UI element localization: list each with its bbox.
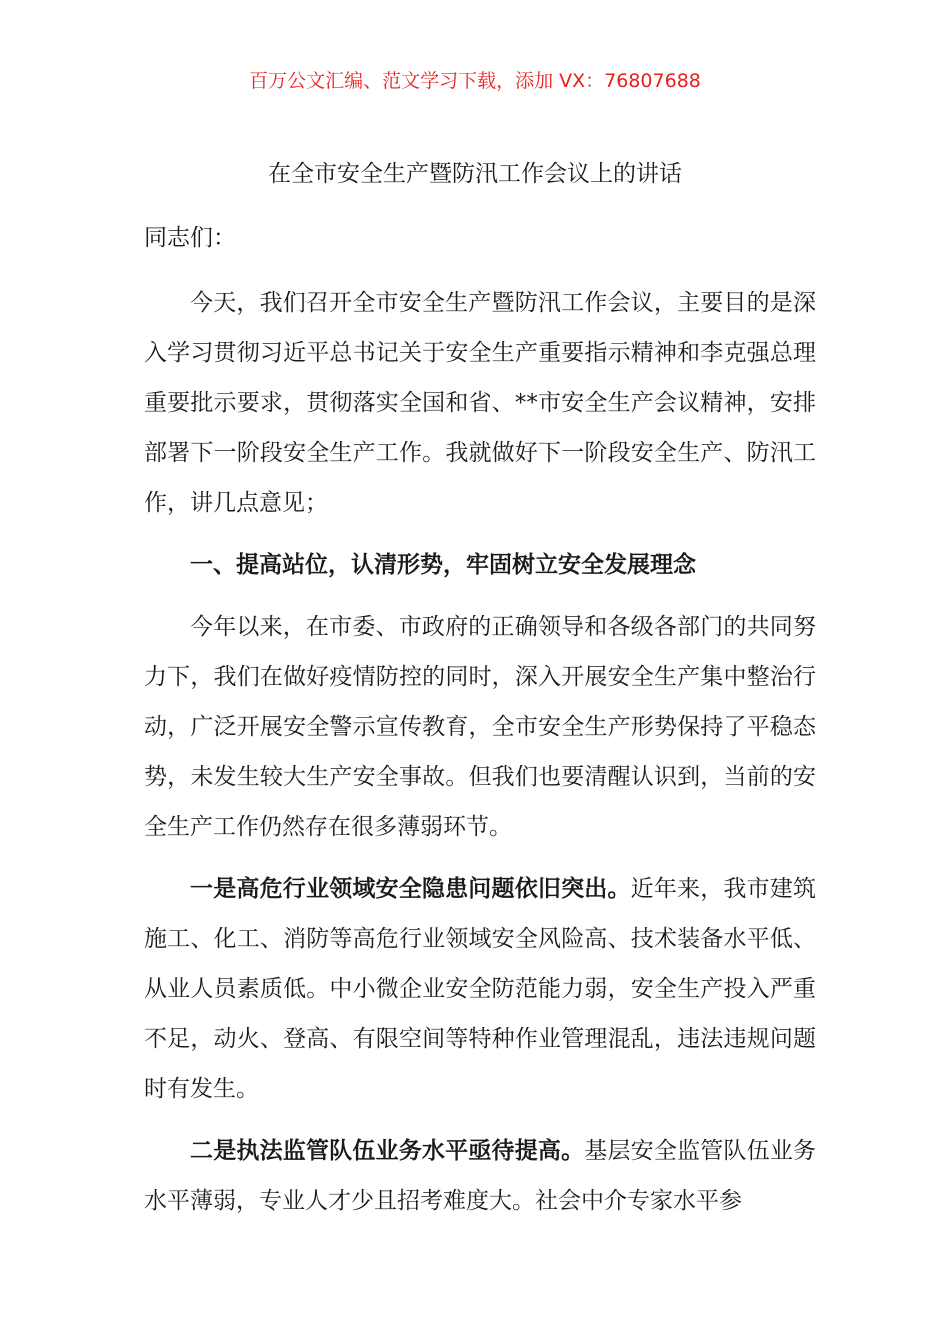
salutation: 同志们： [144,225,236,251]
paragraph-text: 近年来，我市建筑施工、化工、消防等高危行业领域安全风险高、技术装备水平低、从业人员素质低。中小微企业安全防范能力弱，安全生产投入严重不足，动火、登高、有限空间等特种作业管理混乱，违法违规问题时有发生。 [144,876,817,1102]
paragraph-text: 今年以来，在市委、市政府的正确领导和各级各部门的共同努力下，我们在做好疫情防控的同时，深入开展安全生产集中整治行动，广泛开展安全警示宣传教育，全市安全生产形势保持了平稳态势，未发生较大生产安全事故。但我们也要清醒认识到，当前的安全生产工作仍然存在很多薄弱环节。 [144,614,816,840]
paragraph-text: 今天，我们召开全市安全生产暨防汛工作会议，主要目的是深入学习贯彻习近平总书记关于安全生产重要指示精神和李克强总理重要批示要求，贯彻落实全国和省、**市安全生产会议精神，安排部署下一阶段安全生产工作。我就做好下一阶段安全生产、防汛工作，讲几点意见； [144,290,816,516]
document-title: 在全市安全生产暨防汛工作会议上的讲话 [268,161,682,187]
paragraph-text: 基层安全监管队伍业务水平薄弱，专业人才少且招考难度大。社会中介专家水平参 [144,1138,817,1214]
document-body [144,278,816,1238]
paragraph [144,278,816,528]
paragraph [144,602,816,852]
paragraph [144,1126,816,1226]
paragraph-lead: 一是高危行业领域安全隐患问题依旧突出。 [190,876,631,902]
header-note: 百万公文汇编、范文学习下载，添加 VX：76807688 [249,70,701,92]
section-heading: 一、提高站位，认清形势，牢固树立安全发展理念 [190,552,696,578]
paragraph-lead: 二是执法监管队伍业务水平亟待提高。 [190,1138,585,1164]
paragraph [144,864,816,1114]
